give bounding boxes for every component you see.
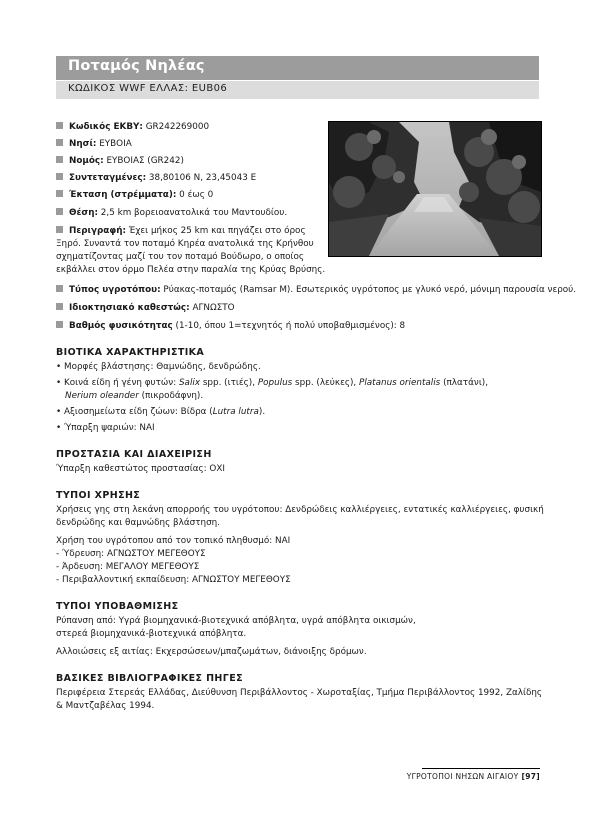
section-heading-degradation: ΤΥΠΟΙ ΥΠΟΒΑΘΜΙΣΗΣ [56, 601, 179, 612]
uses-line: - Περιβαλλοντική εκπαίδευση: ΑΓΝΩΣΤΟΥ ΜΕΓΕΘΟΥΣ [56, 575, 291, 585]
footer-rule [422, 768, 540, 769]
field-value: ΑΓΝΩΣΤΟ [189, 303, 235, 313]
bullet-fish: • Ύπαρξη ψαριών: ΝΑΙ [56, 423, 155, 433]
bullet-vegetation: • Μορφές βλάστησης: Θαμνώδης, δενδρώδης. [56, 362, 261, 372]
field-island [56, 138, 132, 150]
description-line: σχηματίζοντας μαζί του τον ποταμό Βούδωρο, ο οποίος [56, 252, 305, 262]
square-bullet-icon [56, 156, 63, 163]
river-photo-image [329, 122, 541, 256]
square-bullet-icon [56, 321, 63, 328]
uses-line: Χρήση του υγρότοπου από τον τοπικό πληθυσμό: ΝΑΙ [56, 536, 291, 546]
square-bullet-icon [56, 139, 63, 146]
page-number: [97] [521, 772, 540, 781]
title-bar [56, 56, 539, 80]
field-wetland-type [56, 284, 576, 296]
description-line: εκβάλλει στον όρμο Πελέα στην παραλία της Κρύας Βρύσης. [56, 265, 326, 275]
field-label: Βαθμός φυσικότητας [69, 321, 173, 331]
field-value: 0 έως 0 [176, 190, 214, 200]
field-ownership [56, 302, 235, 314]
bullet-plants: • Κοινά είδη ή γένη φυτών: Salix spp. (ιτιές), Populus spp. (λεύκες), Platanus orientalis (πλατάνι), [56, 378, 489, 388]
degradation-line: Ρύπανση από: Υγρά βιομηχανικά-βιοτεχνικά απόβλητα, υγρά απόβλητα οικισμών, [56, 616, 416, 626]
river-photo [328, 121, 542, 257]
square-bullet-icon [56, 303, 63, 310]
field-naturalness [56, 320, 405, 332]
uses-line: - Άρδευση: ΜΕΓΑΛΟΥ ΜΕΓΕΘΟΥΣ [56, 562, 200, 572]
uses-line: δενδρώδης και θαμνώδης βλάστηση. [56, 518, 221, 528]
degradation-line: στερεά βιομηχανικά-βιοτεχνικά απόβλητα. [56, 629, 247, 639]
field-label: Θέση: [69, 208, 99, 218]
references-line: & Μαντζαβέλας 1994. [56, 701, 155, 711]
field-label: Ιδιοκτησιακό καθεστώς: [69, 303, 190, 313]
bullet-plants-cont: Nerium oleander (πικροδάφνη). [65, 391, 204, 401]
field-label: Κωδικός ΕΚΒΥ: [69, 122, 143, 132]
square-bullet-icon [56, 208, 63, 215]
field-ekby-code [56, 121, 209, 133]
field-value: ΕΥΒΟΙΑΣ (GR242) [103, 156, 184, 166]
square-bullet-icon [56, 122, 63, 129]
section-heading-uses: ΤΥΠΟΙ ΧΡΗΣΗΣ [56, 490, 141, 501]
field-label: Έκταση (στρέμματα): [69, 190, 177, 200]
bullet-animals: • Αξιοσημείωτα είδη ζώων: Βίδρα (Lutra lutra). [56, 407, 266, 417]
field-label: Νομός: [69, 156, 104, 166]
square-bullet-icon [56, 173, 63, 180]
uses-line: Χρήσεις γης στη λεκάνη απορροής του υγρότοπου: Δενδρώδεις καλλιέργειες, εντατικές καλλιέργειες, φυσική [56, 505, 544, 515]
field-description [56, 225, 306, 237]
field-label: Νησί: [69, 139, 97, 149]
section-heading-biotic: ΒΙΟΤΙΚΑ ΧΑΡΑΚΤΗΡΙΣΤΙΚΑ [56, 347, 205, 358]
field-area [56, 189, 213, 201]
field-location [56, 207, 287, 219]
field-label: Τύπος υγροτόπου: [69, 285, 161, 295]
field-coordinates [56, 172, 256, 184]
field-value: 2,5 km βορειοανατολικά του Μαντουδίου. [98, 208, 288, 218]
section-heading-references: ΒΑΣΙΚΕΣ ΒΙΒΛΙΟΓΡΑΦΙΚΕΣ ΠΗΓΕΣ [56, 673, 244, 684]
page-footer [407, 772, 540, 781]
square-bullet-icon [56, 285, 63, 292]
field-value: 38,80106 N, 23,45043 E [146, 173, 257, 183]
footer-title: ΥΓΡΟΤΟΠΟΙ ΝΗΣΩΝ ΑΙΓΑΙΟΥ [406, 772, 519, 781]
wwf-code: ΚΩΔΙΚΟΣ WWF ΕΛΛΑΣ: EUB06 [68, 83, 228, 94]
field-label: Περιγραφή: [69, 226, 126, 236]
uses-line: - Ύδρευση: ΑΓΝΩΣΤΟΥ ΜΕΓΕΘΟΥΣ [56, 549, 206, 559]
square-bullet-icon [56, 190, 63, 197]
field-label: Συντεταγμένες: [69, 173, 147, 183]
field-value: ΕΥΒΟΙΑ [96, 139, 132, 149]
square-bullet-icon [56, 226, 63, 233]
field-value: Ρύακας-ποταμός (Ramsar M). Εσωτερικός υγρότοπος με γλυκό νερό, μόνιμη παρουσία νερού. [160, 285, 577, 295]
field-prefecture [56, 155, 184, 167]
section-heading-protection: ΠΡΟΣΤΑΣΙΑ ΚΑΙ ΔΙΑΧΕΙΡΙΣΗ [56, 449, 212, 460]
references-line: Περιφέρεια Στερεάς Ελλάδας, Διεύθυνση Περιβάλλοντος - Χωροταξίας, Τμήμα Περιβάλλοντος 1992, Ζαλίδης [56, 688, 543, 698]
field-value: GR242269000 [142, 122, 210, 132]
page-title: Ποταμός Νηλέας [68, 58, 205, 74]
description-line: Έχει μήκος 25 km και πηγάζει στο όρος [125, 226, 306, 236]
degradation-line: Αλλοιώσεις εξ αιτίας: Εκχερσώσεων/μπαζωμάτων, διάνοιξης δρόμων. [56, 647, 367, 657]
field-value: (1-10, όπου 1=τεχνητός ή πολύ υποβαθμισμένος): 8 [172, 321, 406, 331]
protection-text: Ύπαρξη καθεστώτος προστασίας: ΟΧΙ [56, 464, 225, 474]
code-bar [56, 81, 539, 99]
description-line: Ξηρό. Συναντά τον ποταμό Κηρέα ανατολικά της Κρήνθου [56, 239, 314, 249]
